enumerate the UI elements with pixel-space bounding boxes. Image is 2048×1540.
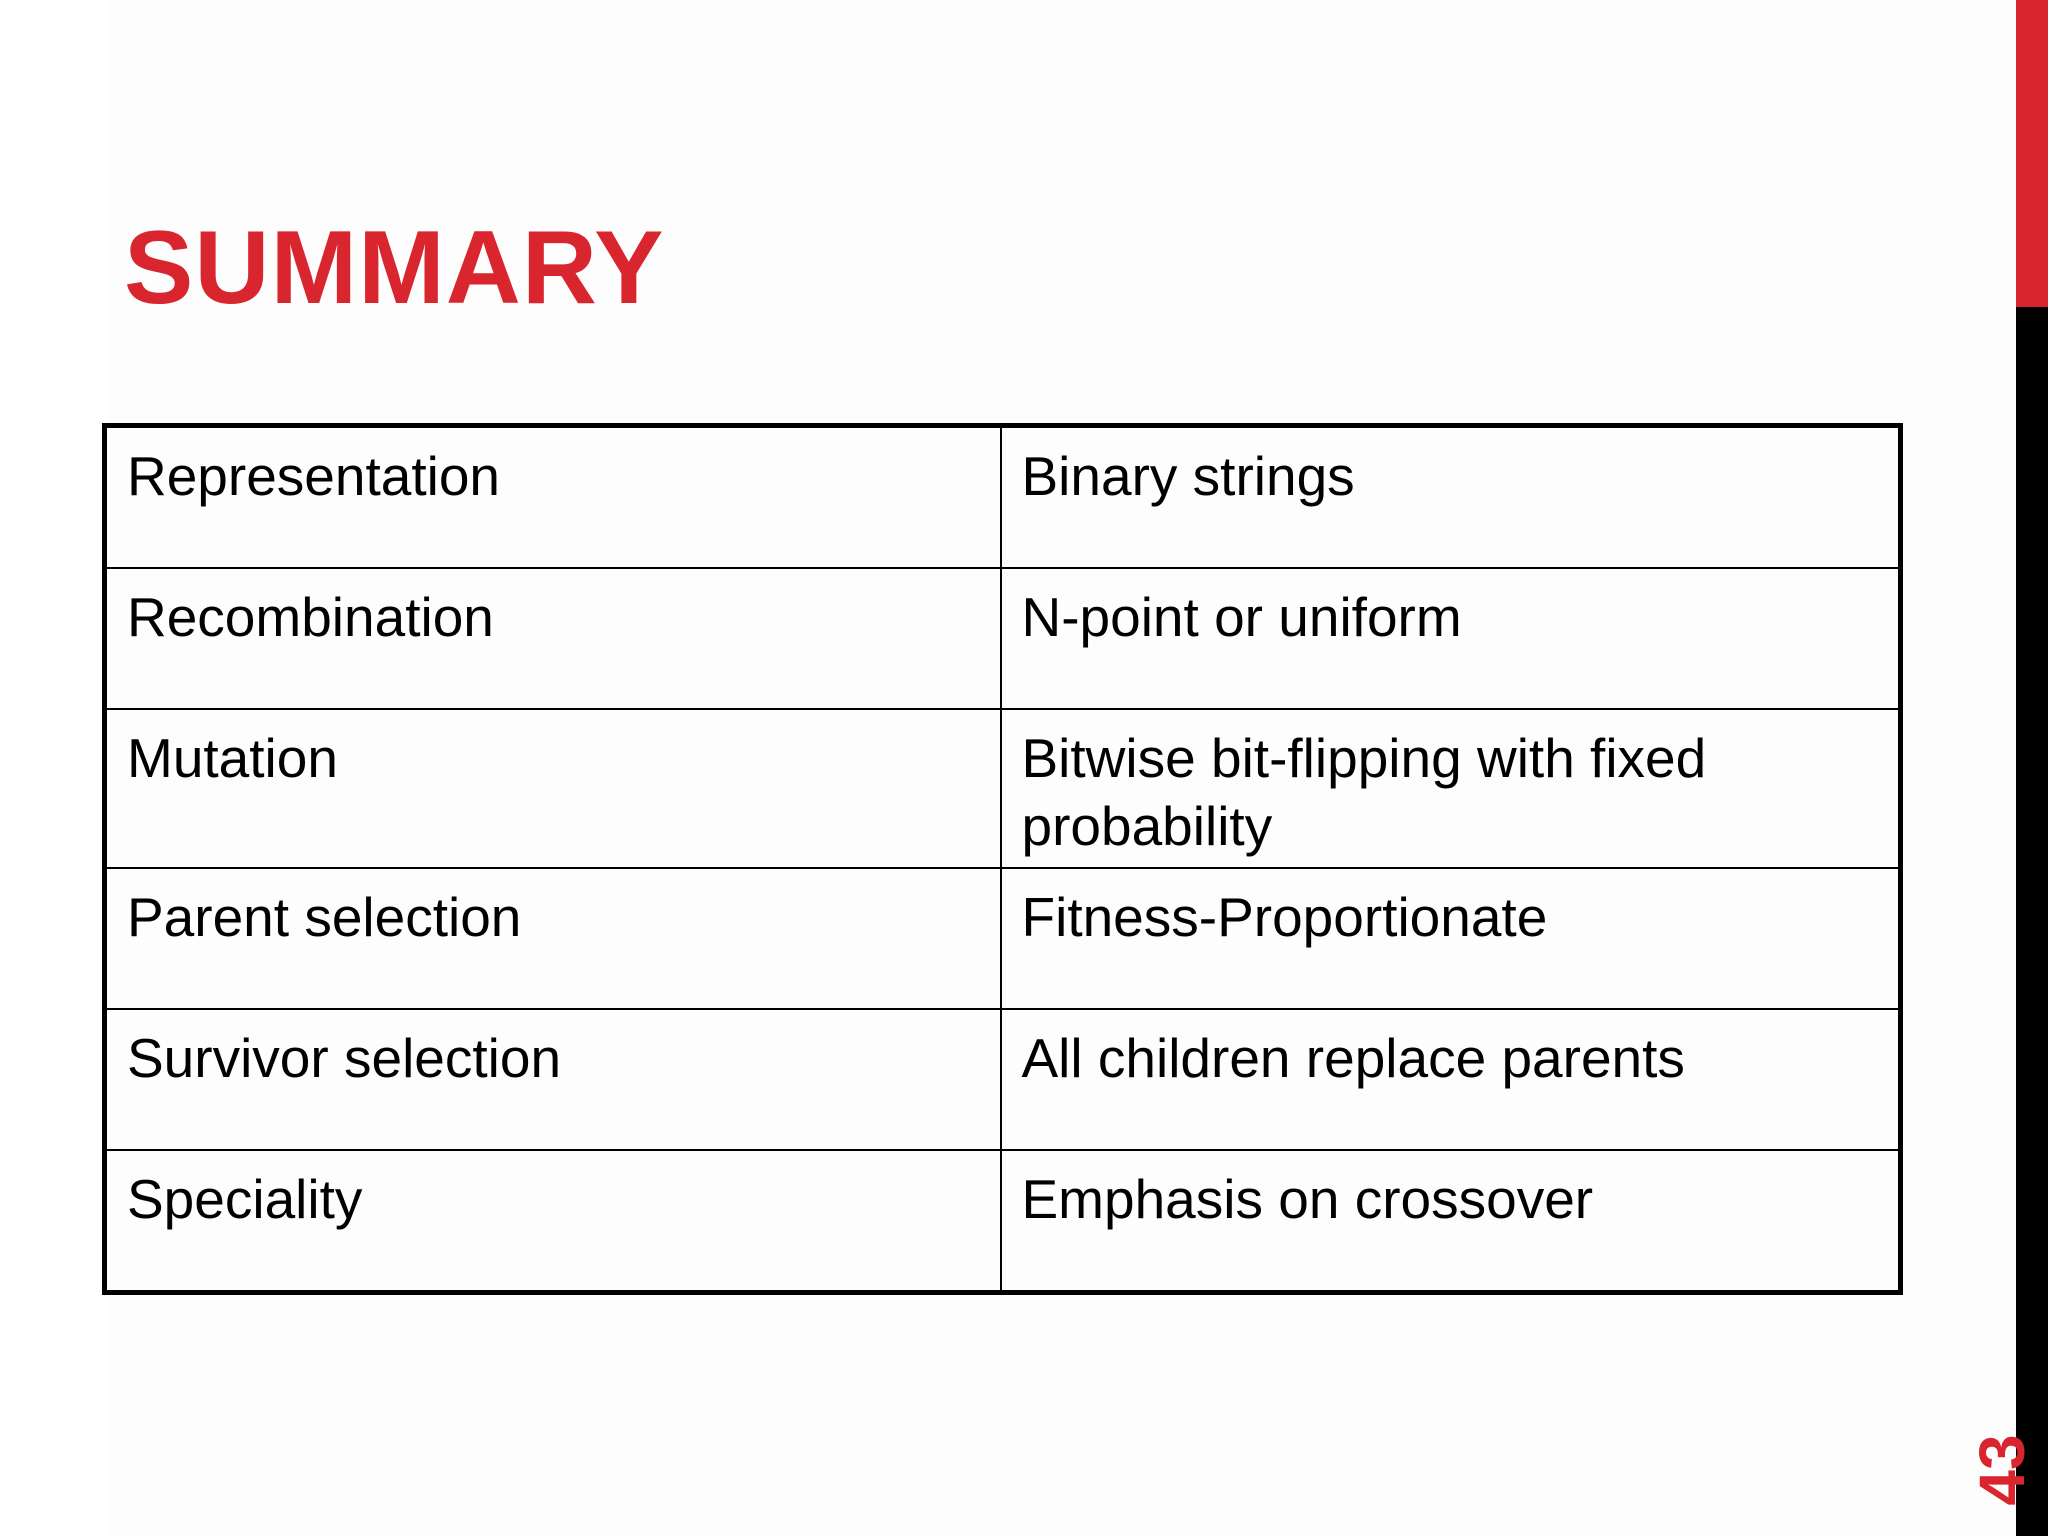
summary-table: [102, 423, 1903, 1295]
side-bar-dark: [2016, 307, 2048, 1536]
page-number: 43: [1966, 1434, 2038, 1506]
row-label: Recombination: [105, 568, 1001, 709]
table-row: [105, 1009, 1901, 1150]
row-label: Parent selection: [105, 868, 1001, 1009]
left-margin: [0, 0, 110, 1536]
table-row: [105, 868, 1901, 1009]
row-label: Mutation: [105, 709, 1001, 868]
row-label: Survivor selection: [105, 1009, 1001, 1150]
row-label: Speciality: [105, 1150, 1001, 1293]
table-row: [105, 709, 1901, 868]
slide-title: SUMMARY: [124, 210, 665, 326]
side-bar-accent: [2016, 0, 2048, 307]
table-row: [105, 426, 1901, 569]
row-value: Bitwise bit-flipping with fixed probability: [1001, 709, 1901, 868]
row-value: Emphasis on crossover: [1001, 1150, 1901, 1293]
row-value: N-point or uniform: [1001, 568, 1901, 709]
table-row: [105, 1150, 1901, 1293]
row-label: Representation: [105, 426, 1001, 569]
table-row: [105, 568, 1901, 709]
row-value: All children replace parents: [1001, 1009, 1901, 1150]
row-value: Fitness-Proportionate: [1001, 868, 1901, 1009]
row-value: Binary strings: [1001, 426, 1901, 569]
